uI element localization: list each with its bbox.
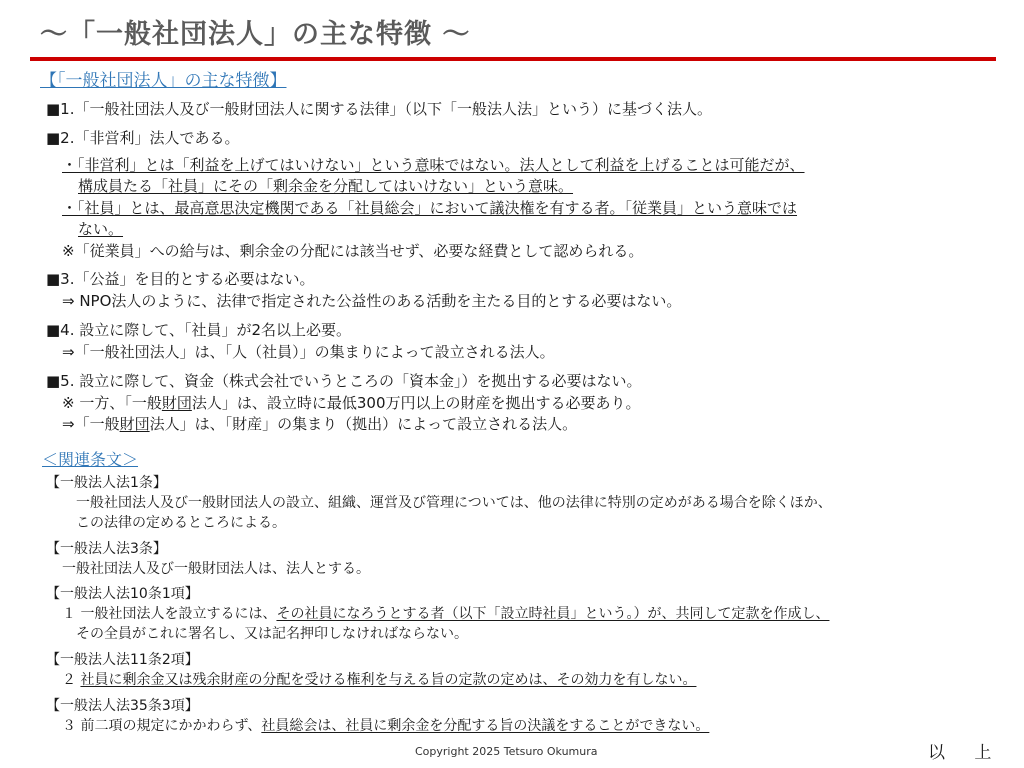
article-10-line-2: その全員がこれに署名し、又は記名押印しなければならない。: [76, 626, 468, 642]
article-3-line-1: 一般社団法人及び一般財団法人は、法人とする。: [62, 561, 370, 577]
article-1-title: 【一般法人法1条】: [46, 475, 167, 491]
article-11-text: ２: [62, 672, 81, 688]
item-5-note-text-b: 法人」は、設立時に最低300万円以上の財産を拠出する必要あり。: [191, 394, 641, 412]
item-4: ■4. 設立に際して、「社員」が2名以上必要。: [46, 321, 351, 339]
item-5-sub: [62, 414, 577, 434]
article-10-text: １ 一般社団法人を設立するには、: [62, 606, 277, 622]
item-5: ■5. 設立に際して、資金（株式会社でいうところの「資本金」）を拠出する必要はない。: [46, 372, 642, 390]
item-5-sub-text-a: ⇒「一般: [62, 415, 120, 433]
item-2-bullet-1-line-1: ・「非営利」とは「利益を上げてはいけない」という意味ではない。法人として利益を上げることは可能だが、: [62, 156, 805, 174]
item-3-sub: ⇒ NPO法人のように、法律で指定された公益性のある活動を主たる目的とする必要はない。: [62, 292, 682, 310]
copyright: Copyright 2025 Tetsuro Okumura: [415, 745, 598, 758]
end-mark: 以 上: [928, 743, 1004, 763]
item-5-note-underline: 財団: [161, 394, 192, 412]
item-5-note-text-a: ※ 一方、「一般: [62, 394, 162, 412]
article-11-line-1: [62, 671, 696, 690]
item-2-bullet-2-line-2: ない。: [78, 220, 124, 238]
item-2-note: ※「従業員」への給与は、剰余金の分配には該当せず、必要な経費として認められる。: [62, 242, 644, 260]
item-2-bullet-1-line-2: 構成員たる「社員」にその「剰余金を分配してはいけない」という意味。: [78, 177, 574, 195]
item-5-sub-text-b: 法人」は、「財産」の集まり（拠出）によって設立される法人。: [149, 415, 578, 433]
item-2: ■2.「非営利」法人である。: [46, 129, 240, 147]
item-2-bullet-1: [62, 155, 805, 175]
article-10-line-1: [62, 605, 829, 624]
item-5-note: [62, 393, 641, 413]
item-3: ■3.「公益」を目的とする必要はない。: [46, 270, 315, 288]
item-5-sub-underline: 財団: [119, 415, 150, 433]
article-35-title: 【一般法人法35条3項】: [46, 698, 199, 714]
item-2-bullet-2-line-1: ・「社員」とは、最高意思決定機関である「社員総会」において議決権を有する者。「従業員」という意味では: [62, 199, 798, 217]
related-articles-heading: ＜関連条文＞: [42, 450, 139, 469]
page-title: ～「一般社団法人」の主な特徴 ～: [40, 19, 471, 50]
article-3-title: 【一般法人法3条】: [46, 541, 167, 557]
item-2-bullet-1-cont: [78, 176, 573, 196]
article-1-line-1: 一般社団法人及び一般財団法人の設立、組織、運営及び管理については、他の法律に特別の定めがある場合を除くほか、: [76, 495, 832, 511]
article-10-underline: その社員になろうとする者（以下「設立時社員」という。）が、共同して定款を作成し、: [276, 606, 830, 622]
article-10-title: 【一般法人法10条1項】: [46, 586, 199, 602]
article-11-title: 【一般法人法11条2項】: [46, 652, 199, 668]
title-divider: [30, 57, 996, 61]
item-2-bullet-2-cont: [78, 219, 123, 239]
article-35-text: ３ 前二項の規定にかかわらず、: [62, 718, 262, 734]
item-1: ■1.「一般社団法人及び一般財団法人に関する法律」（以下「一般法人法」という）に基づく法人。: [46, 100, 712, 118]
item-4-sub: ⇒「一般社団法人」は、「人（社員）」の集まりによって設立される法人。: [62, 343, 555, 361]
article-35-line-1: [62, 717, 709, 736]
article-35-underline: 社員総会は、社員に剰余金を分配する旨の決議をすることができない。: [261, 718, 710, 734]
article-11-underline: 社員に剰余金又は残余財産の分配を受ける権利を与える旨の定款の定めは、その効力を有しない。: [80, 672, 697, 688]
article-1-line-2: この法律の定めるところによる。: [76, 515, 286, 531]
item-2-bullet-2: [62, 198, 797, 218]
section-heading: 【「一般社団法人」の主な特徴】: [40, 71, 287, 91]
